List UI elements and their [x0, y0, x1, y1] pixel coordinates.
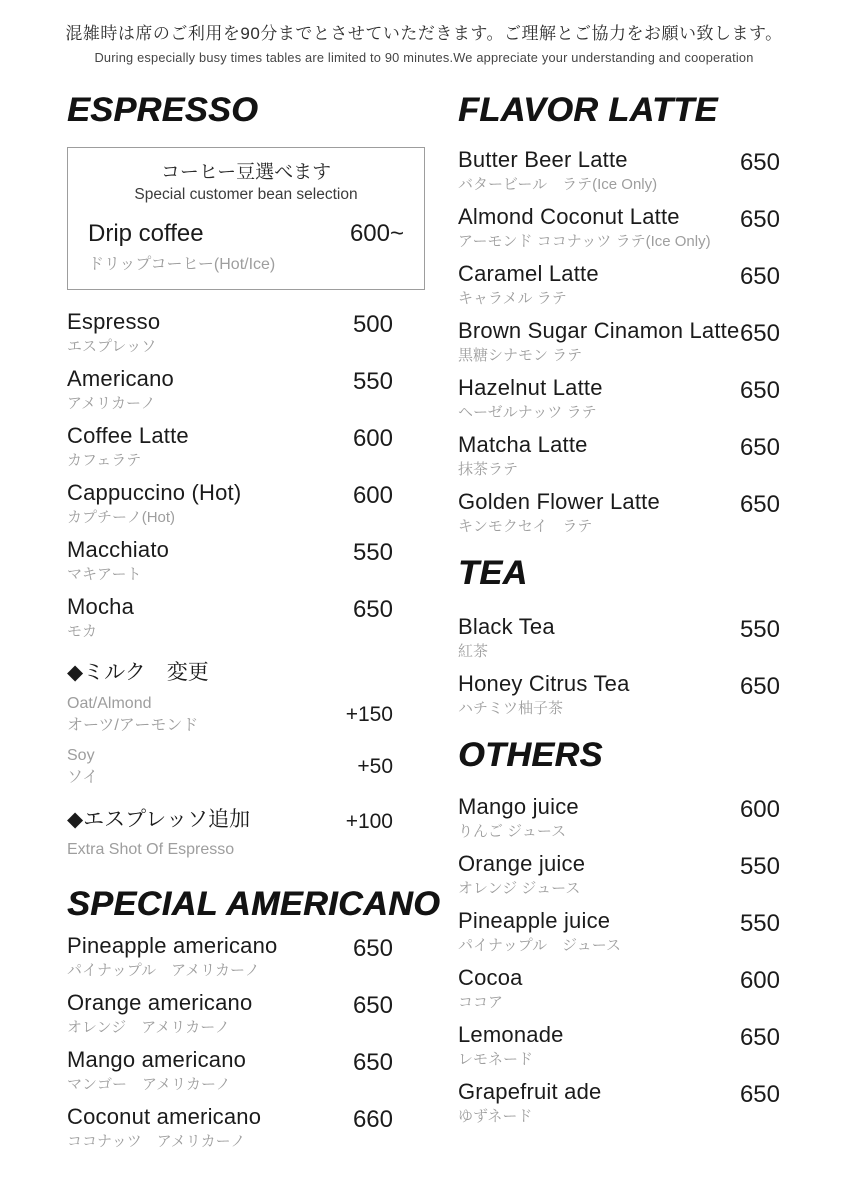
item-name-ja: レモネード [458, 1051, 534, 1068]
item-price: 600 [739, 796, 780, 823]
item-name-ja: カフェラテ [67, 452, 142, 469]
menu-item [67, 365, 393, 416]
espresso-items [67, 308, 393, 644]
notice-text-en: During especially busy times tables are limited to 90 minutes.We appreciate your understanding and cooperation [94, 50, 754, 65]
section-title-flavor-latte: FLAVOR LATTE [458, 91, 718, 129]
menu-item [458, 374, 780, 425]
menu-item [458, 850, 780, 901]
item-price: 650 [739, 673, 780, 700]
item-name-ja: オレンジ ジュース [458, 880, 581, 897]
menu-item [67, 932, 393, 983]
section-title-others: OTHERS [458, 736, 603, 774]
item-name: Mango juice [458, 794, 579, 819]
item-name-ja: 抹茶ラテ [458, 461, 519, 478]
menu-item-drip-coffee [86, 220, 406, 248]
item-price: 550 [352, 368, 393, 395]
item-price: 660 [352, 1106, 393, 1133]
item-price: 650 [739, 206, 780, 233]
item-name: Brown Sugar Cinamon Latte [458, 318, 740, 343]
item-name: Drip coffee [88, 220, 204, 247]
left-column [67, 91, 441, 1160]
menu-item [458, 431, 780, 482]
item-price: 650 [739, 491, 780, 518]
menu-item [458, 1078, 780, 1129]
item-name: Orange juice [458, 851, 586, 876]
menu-item [458, 793, 780, 844]
item-name: Caramel Latte [458, 261, 599, 286]
item-name-ja: モカ [67, 623, 98, 640]
option-ja: オーツ/アーモンド [67, 717, 199, 734]
bean-selection-box [67, 147, 425, 290]
item-price: 600~ [349, 220, 404, 247]
menu-item [458, 203, 780, 254]
milk-option-oat-almond [67, 693, 393, 737]
extra-shot-subtitle: Extra Shot Of Espresso [67, 841, 235, 858]
menu-item [458, 260, 780, 311]
special-americano-items [67, 932, 393, 1154]
item-price: 600 [352, 482, 393, 509]
item-name: Cappuccino (Hot) [67, 480, 242, 505]
menu-item [458, 907, 780, 958]
menu-item [458, 488, 780, 539]
item-name-ja: アーモンド ココナッツ ラテ(Ice Only) [458, 233, 711, 250]
item-name: Pineapple juice [458, 908, 611, 933]
item-price: 650 [739, 320, 780, 347]
item-name-ja: エスプレッソ [67, 338, 157, 355]
section-title-special-americano: SPECIAL AMERICANO [67, 885, 441, 923]
item-name-ja: ヘーゼルナッツ ラテ [458, 404, 597, 421]
milk-option-soy [67, 745, 393, 789]
option-price: +150 [345, 703, 393, 726]
item-name-ja: カプチーノ(Hot) [67, 509, 176, 526]
item-name: Golden Flower Latte [458, 489, 660, 514]
item-name: Coconut americano [67, 1104, 262, 1129]
item-price: 550 [739, 853, 780, 880]
milk-change-title: ◆ミルク 変更 [67, 661, 209, 684]
item-price: 650 [739, 377, 780, 404]
menu-item [67, 1046, 393, 1097]
item-price: 500 [352, 311, 393, 338]
menu-item [458, 670, 780, 721]
item-price: 650 [739, 434, 780, 461]
modifier-milk-change [67, 658, 393, 789]
menu-item [458, 613, 780, 664]
right-column [458, 92, 780, 1135]
item-name-ja: パイナップル アメリカーノ [67, 962, 260, 979]
option-en: Oat/Almond [67, 695, 152, 712]
item-price: 650 [739, 149, 780, 176]
item-name: Black Tea [458, 614, 555, 639]
item-name-ja: ハチミツ柚子茶 [458, 700, 564, 717]
menu-item [67, 479, 393, 530]
modifier-extra-shot [67, 805, 393, 862]
extra-shot-title-row [67, 805, 393, 835]
item-name-ja: ゆずネード [458, 1108, 533, 1125]
notice-text-ja: 混雑時は席のご利用を90分までとさせていただきます。ご理解とご協力をお願い致します。 [65, 24, 783, 43]
item-name: Americano [67, 366, 174, 391]
item-price: 650 [352, 1049, 393, 1076]
item-name-ja: キャラメル ラテ [458, 290, 567, 307]
bean-box-title-ja: コーヒー豆選べます [160, 162, 332, 183]
extra-shot-title: ◆エスプレッソ追加 [67, 808, 251, 831]
item-name: Coffee Latte [67, 423, 189, 448]
item-name-ja: オレンジ アメリカーノ [67, 1019, 230, 1036]
item-name-ja: パイナップル ジュース [458, 937, 622, 954]
item-name: Matcha Latte [458, 432, 588, 457]
item-price: 650 [739, 263, 780, 290]
menu-item [458, 317, 780, 368]
option-en: Soy [67, 747, 95, 764]
item-name: Mango americano [67, 1047, 247, 1072]
menu-item [67, 536, 393, 587]
item-name-ja: ココア [458, 994, 504, 1011]
menu-item [67, 422, 393, 473]
menu-item [458, 964, 780, 1015]
option-ja: ソイ [67, 769, 99, 786]
menu-item [67, 1103, 393, 1154]
tea-items [458, 613, 780, 721]
item-name: Grapefruit ade [458, 1079, 602, 1104]
item-name: Macchiato [67, 537, 170, 562]
item-name: Almond Coconut Latte [458, 204, 680, 229]
item-name: Mocha [67, 594, 135, 619]
item-price: 600 [352, 425, 393, 452]
option-price: +50 [357, 755, 393, 778]
item-name: Cocoa [458, 965, 523, 990]
item-name-ja: マキアート [67, 566, 142, 583]
item-name-ja: ドリップコーヒー(Hot/Ice) [88, 256, 276, 273]
menu-item [67, 593, 393, 644]
flavor-latte-items [458, 146, 780, 539]
item-name-ja: りんご ジュース [458, 823, 567, 840]
item-name-ja: アメリカーノ [67, 395, 156, 412]
item-price: 650 [352, 992, 393, 1019]
item-name: Honey Citrus Tea [458, 671, 630, 696]
section-title-espresso: ESPRESSO [67, 91, 259, 129]
item-price: 550 [352, 539, 393, 566]
item-name: Pineapple americano [67, 933, 278, 958]
item-price: 650 [739, 1081, 780, 1108]
item-name: Orange americano [67, 990, 253, 1015]
item-name-ja: マンゴー アメリカーノ [67, 1076, 231, 1093]
item-price: 550 [739, 910, 780, 937]
item-price: 650 [352, 596, 393, 623]
extra-shot-price: +100 [345, 810, 393, 833]
item-name: Lemonade [458, 1022, 564, 1047]
item-name: Espresso [67, 309, 161, 334]
section-title-tea: TEA [458, 554, 528, 592]
item-name-ja: 紅茶 [458, 643, 489, 660]
busy-time-notice [0, 22, 848, 65]
item-price: 600 [739, 967, 780, 994]
item-name: Hazelnut Latte [458, 375, 603, 400]
item-price: 650 [352, 935, 393, 962]
menu-item [67, 308, 393, 359]
item-price: 550 [739, 616, 780, 643]
item-name-ja: キンモクセイ ラテ [458, 518, 593, 535]
menu-item [458, 1021, 780, 1072]
item-price: 650 [739, 1024, 780, 1051]
others-items [458, 793, 780, 1129]
item-name: Butter Beer Latte [458, 147, 628, 172]
item-name-ja: ココナッツ アメリカーノ [67, 1133, 246, 1150]
menu-item [67, 989, 393, 1040]
item-name-ja: バタービール ラテ(Ice Only) [458, 176, 658, 193]
bean-box-title-en: Special customer bean selection [134, 186, 358, 203]
item-name-ja: 黒糖シナモン ラテ [458, 347, 583, 364]
menu-item [458, 146, 780, 197]
